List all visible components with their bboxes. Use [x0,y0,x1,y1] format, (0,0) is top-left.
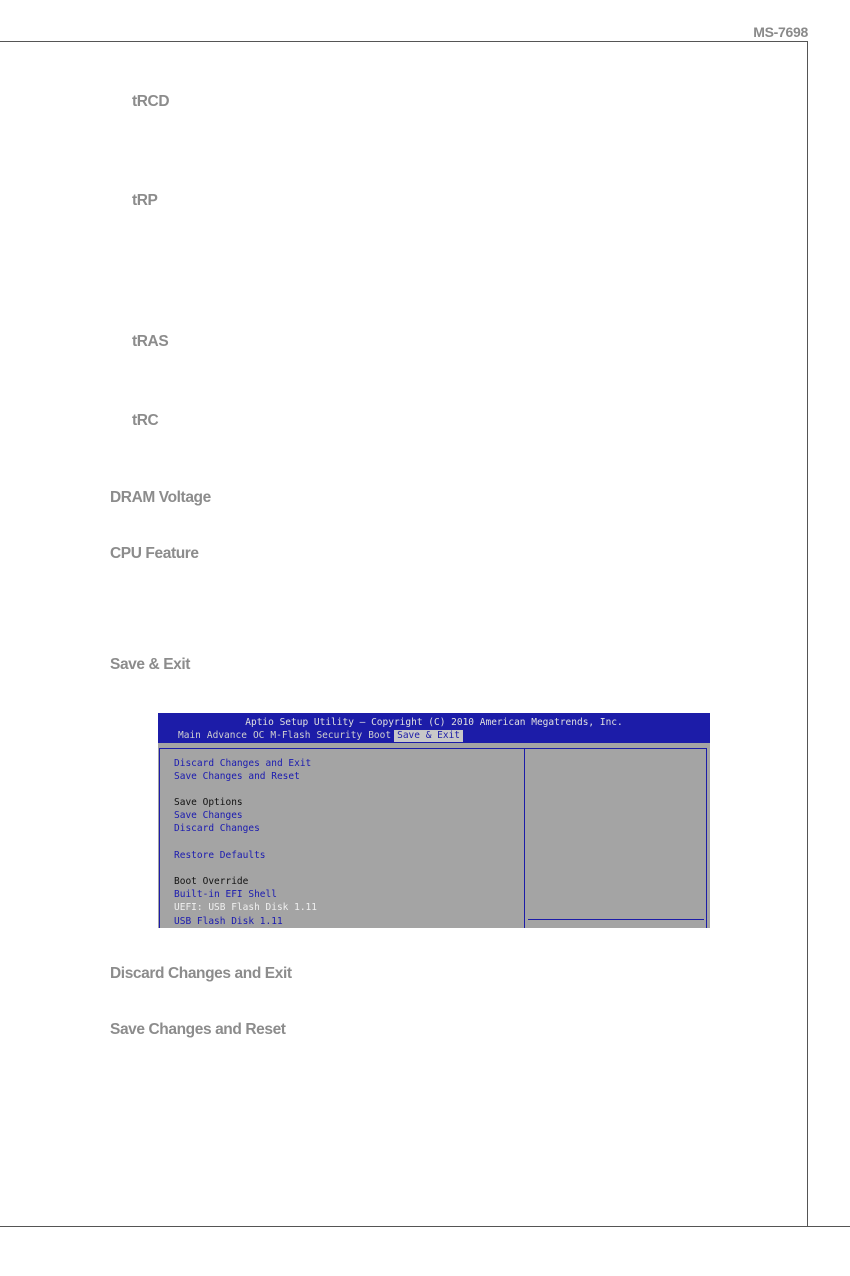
top-rule [0,41,808,42]
bios-tab-advance[interactable]: Advance [206,730,247,741]
heading-cpu-feature: CPU Feature [110,545,199,562]
bios-item-save-changes[interactable]: Save Changes [174,810,243,821]
bios-label-save-options: Save Options [174,797,243,808]
heading-save-exit: Save & Exit [110,656,191,673]
model-number: MS-7698 [753,24,808,40]
bios-help-separator [528,919,704,920]
bios-item-restore-defaults[interactable]: Restore Defaults [174,850,266,861]
bios-tab-main[interactable]: Main [178,730,201,741]
bios-item-uefi-usb[interactable]: UEFI: USB Flash Disk 1.11 [174,902,317,913]
heading-save-reset: Save Changes and Reset [110,1021,286,1038]
right-rule [807,41,808,1226]
heading-dram-voltage: DRAM Voltage [110,489,211,506]
bios-tab-bar [175,730,463,742]
bios-title-bar [158,713,710,743]
heading-trc: tRC [132,412,159,429]
heading-trp: tRP [132,192,158,209]
bios-tab-m-flash[interactable]: M-Flash [270,730,311,741]
bios-label-boot-override: Boot Override [174,876,249,887]
heading-tras: tRAS [132,333,169,350]
bios-item-save-reset[interactable]: Save Changes and Reset [174,771,300,782]
bios-item-discard-changes[interactable]: Discard Changes [174,823,260,834]
bios-tab-save-exit[interactable]: Save & Exit [394,730,463,742]
bios-item-discard-exit[interactable]: Discard Changes and Exit [174,758,312,769]
bios-tab-oc[interactable]: OC [252,730,265,741]
bios-tab-boot[interactable]: Boot [368,730,392,741]
bios-tab-security[interactable]: Security [316,730,363,741]
bios-item-efi-shell[interactable]: Built-in EFI Shell [174,889,277,900]
bios-screenshot [158,713,710,928]
bios-item-usb-flash[interactable]: USB Flash Disk 1.11 [174,916,283,927]
bottom-rule [0,1226,850,1227]
bios-title: Aptio Setup Utility – Copyright (C) 2010 American Megatrends, Inc. [245,717,623,728]
bios-panel-divider [524,748,525,928]
heading-trcd: tRCD [132,93,170,110]
heading-discard-exit: Discard Changes and Exit [110,965,292,982]
